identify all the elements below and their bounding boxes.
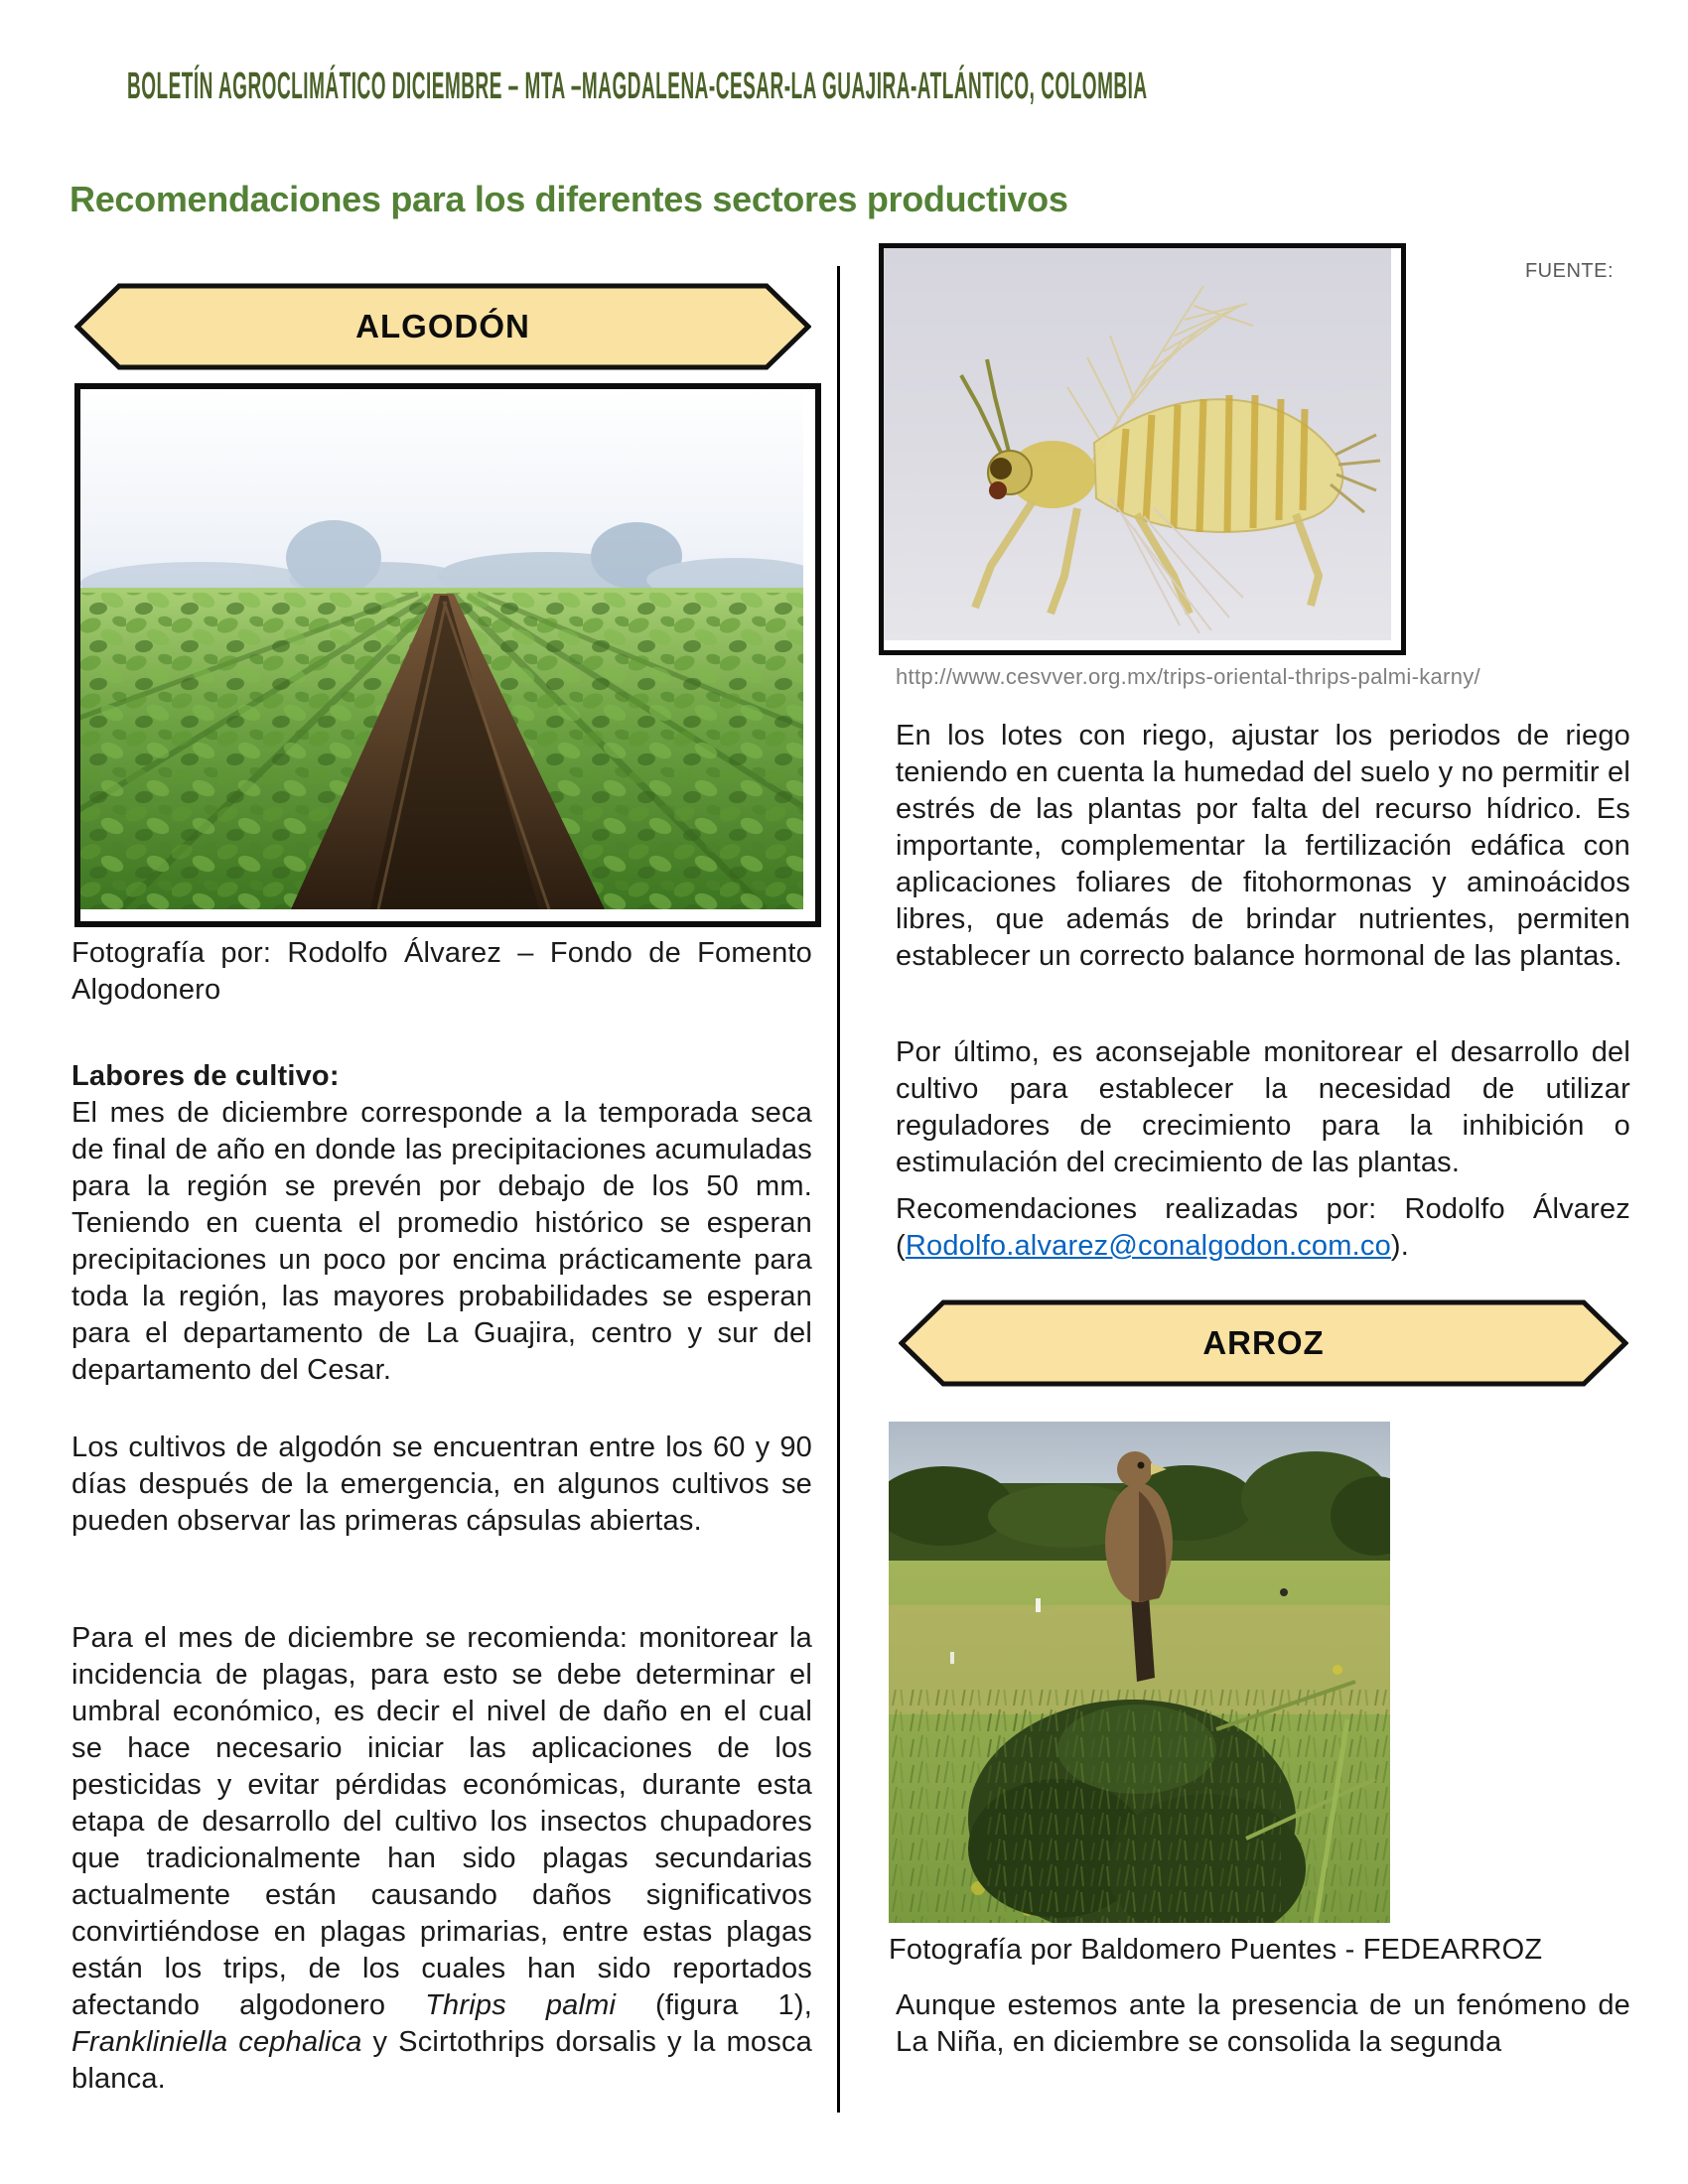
section-heading: Recomendaciones para los diferentes sectores productivos <box>70 179 1068 219</box>
thrips-photo-url: http://www.cesvver.org.mx/trips-oriental-thrips-palmi-karny/ <box>896 664 1480 689</box>
bird-head <box>1117 1451 1153 1487</box>
algodon-banner-label: ALGODÓN <box>355 308 530 344</box>
eye <box>990 458 1012 479</box>
left-paragraph-2: Los cultivos de algodón se encuentran entre los 60 y 90 días después de la emergencia, en algunos cultivos se pueden observar las primeras cápsulas abiertas. <box>71 1432 812 1537</box>
cotton-field-photo <box>74 383 821 927</box>
right-paragraph-1: En los lotes con riego, ajustar los periodos de riego teniendo en cuenta la humedad del suelo y no permitir el estrés de las plantas por falta del recurso hídrico. Es importante, complementar la fertilización edáfica con aplicaciones foliares de fitohormonas y aminoácidos libres, que además de brindar nutrientes, permiten establecer un correcto balance hormonal de las plantas. <box>896 720 1630 972</box>
text-segment: (figura 1), <box>616 1989 812 2021</box>
bird-eye <box>1138 1462 1145 1469</box>
credit-close-paren: ). <box>1390 1230 1410 1262</box>
algodon-banner <box>74 281 811 372</box>
text-segment: y Scirtothrips dorsalis y la mosca blanca. <box>71 2026 812 2095</box>
column-divider <box>837 266 840 2113</box>
thrips-photo <box>879 243 1406 655</box>
cotton-field-illustration <box>80 389 803 909</box>
arroz-banner <box>899 1297 1628 1389</box>
bird-photo-caption: Fotografía por Baldomero Puentes - FEDEARROZ <box>889 1934 1543 1966</box>
right-paragraph-3: Aunque estemos ante la presencia de un fenómeno de La Niña, en diciembre se consolida la segunda <box>896 1989 1630 2058</box>
rice-field-bird-photo <box>889 1422 1390 1923</box>
italic-species-name: Frankliniella cephalica <box>71 2026 362 2058</box>
arroz-banner-label: ARROZ <box>1202 1324 1325 1361</box>
credit-line <box>896 1191 1630 1265</box>
document-title: BOLETÍN AGROCLIMÁTICO DICIEMBRE – MTA –MAGDALENA-CESAR-LA GUAJIRA-ATLÁNTICO, COLOMBIA <box>127 66 1148 107</box>
left-paragraph-3 <box>71 1620 812 2098</box>
right-paragraph-2: Por último, es aconsejable monitorear el desarrollo del cultivo para establecer la necesidad de utilizar reguladores de crecimiento para la inhibición o estimulación del crecimiento de las plantas. <box>896 1036 1630 1178</box>
text-segment: Para el mes de diciembre se recomienda: monitorear la incidencia de plagas, para esto se debe determinar el umbral económico, es decir el nivel de daño en el cual se hace necesario iniciar las aplicaciones de los pesticidas y evitar pérdidas económicas, durante esta etapa de desarrollo del cultivo los insectos chupadores que tradicionalmente han sido plagas secundarias actualmente están causando daños significativos convirtiéndose en plagas primarias, entre estas plagas están los trips, de los cuales han sido reportados afectando algodonero <box>71 1622 812 2021</box>
left-paragraph-1: El mes de diciembre corresponde a la temporada seca de final de año en donde las precipitaciones acumuladas para la región se prevén por debajo de los 50 mm. Teniendo en cuenta el promedio histórico se esperan precipitaciones un poco por encima prácticamente para toda la región, las mayores probabilidades se esperan para el departamento de La Guajira, centro y sur del departamento del Cesar. <box>71 1097 812 1386</box>
thrips-illustration <box>884 248 1391 640</box>
italic-species-name: Thrips palmi <box>425 1989 617 2021</box>
fuente-label: FUENTE: <box>1524 260 1614 282</box>
labores-heading: Labores de cultivo: <box>71 1060 340 1092</box>
rice-field-illustration <box>889 1422 1390 1923</box>
credit-open-paren: ( <box>896 1230 906 1262</box>
credit-prefix: Recomendaciones realizadas por: Rodolfo Álvarez <box>896 1193 1630 1225</box>
cotton-photo-caption: Fotografía por: Rodolfo Álvarez – Fondo de Fomento Algodonero <box>71 937 812 1006</box>
email-link[interactable]: Rodolfo.alvarez@conalgodon.com.co <box>905 1230 1391 1262</box>
